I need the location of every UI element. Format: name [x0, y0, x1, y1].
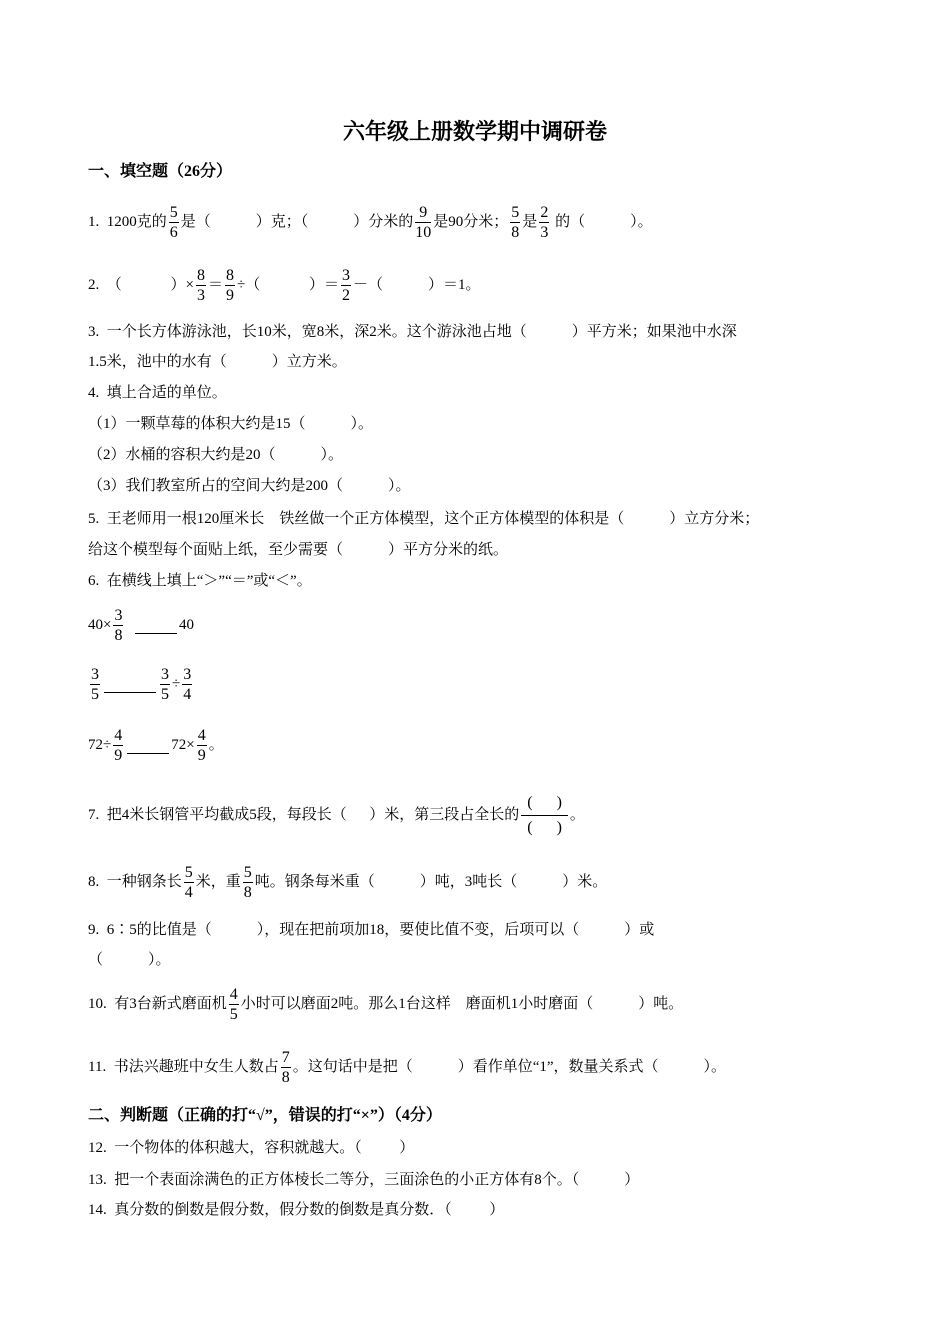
question-line	[88, 443, 343, 467]
question-text: 40	[178, 617, 194, 633]
question-line	[88, 266, 481, 304]
question-text: （1）一颗草莓的体积大约是15（ ）。	[88, 416, 374, 432]
question-text: 是（ ）克；（ ）分米的	[180, 214, 414, 230]
numerator: 3	[161, 665, 169, 683]
question-text: 是	[522, 214, 538, 230]
question-text: （2）水桶的容积大约是20（ ）。	[88, 447, 344, 463]
question-text: 1.5米，池中的水有（ ）立方米。	[88, 354, 347, 370]
fraction	[197, 726, 207, 765]
numerator: 8	[196, 266, 205, 284]
numerator: 5	[169, 203, 178, 221]
denominator: 4	[183, 685, 192, 703]
numerator: 9	[419, 203, 428, 221]
question-line	[88, 793, 585, 836]
question-line	[88, 665, 194, 703]
fraction	[169, 203, 179, 242]
fraction	[281, 1048, 291, 1087]
denominator[interactable]: ( )	[527, 818, 562, 836]
question-text: 40×	[88, 617, 112, 633]
question-text: 米，重	[195, 874, 241, 890]
denominator: 9	[197, 746, 206, 764]
question-text: 10. 有3台新式磨面机	[88, 996, 227, 1012]
question-line	[88, 507, 759, 531]
numerator: 3	[341, 266, 350, 284]
question-text: 。	[569, 807, 585, 823]
numerator: 5	[243, 863, 252, 881]
question-text: ÷	[172, 676, 181, 692]
question-line	[88, 1168, 639, 1192]
denominator: 8	[511, 223, 520, 241]
numerator: 5	[511, 203, 520, 221]
question-line	[88, 863, 608, 901]
denominator: 9	[114, 746, 123, 764]
question-line	[88, 320, 737, 344]
numerator: 3	[114, 606, 123, 624]
fraction	[113, 726, 123, 765]
question-text: （3）我们教室所占的空间大约是200（ ）。	[88, 478, 411, 494]
answer-underline-blank[interactable]	[127, 737, 169, 754]
denominator: 4	[184, 883, 193, 901]
question-text: 。	[208, 737, 224, 753]
question-line	[88, 203, 653, 241]
answer-underline-blank[interactable]	[104, 676, 156, 693]
question-text: 11. 书法兴趣班中女生人数占	[88, 1059, 279, 1075]
question-line	[88, 538, 508, 562]
numerator: 5	[184, 863, 193, 881]
fraction	[539, 203, 549, 242]
fraction	[225, 266, 235, 305]
numerator: 3	[91, 665, 99, 683]
denominator: 8	[243, 883, 252, 901]
denominator: 5	[91, 685, 99, 703]
numerator: 2	[540, 203, 549, 221]
denominator: 9	[225, 286, 234, 304]
question-text: 的（ ）。	[551, 214, 653, 230]
question-text: 小时可以磨面2吨。那么1台这样 磨面机1小时磨面（ ）吨。	[240, 996, 684, 1012]
fraction	[160, 665, 170, 704]
question-text: 是90分米；	[433, 214, 509, 230]
numerator: 4	[197, 726, 206, 744]
question-text: 72×	[171, 737, 195, 753]
question-text: 12. 一个物体的体积越大，容积就越大。（ ）	[88, 1140, 415, 1156]
question-line	[88, 1136, 414, 1160]
question-line	[88, 606, 194, 644]
question-line	[88, 569, 312, 593]
numerator: 8	[225, 266, 234, 284]
question-text: 给这个模型每个面贴上纸，至少需要（ ）平方分米的纸。	[88, 542, 509, 558]
numerator: 4	[114, 726, 123, 744]
question-line	[88, 1198, 504, 1222]
fraction	[113, 606, 123, 645]
question-line	[88, 412, 373, 436]
fraction	[341, 266, 351, 305]
question-text: 吨。钢条每米重（ ）吨，3吨长（ ）米。	[254, 874, 608, 890]
question-text: 二、判断题（正确的打“√”，错误的打“×”）（4分）	[88, 1107, 442, 1124]
section-heading	[88, 160, 232, 184]
fraction	[510, 203, 520, 242]
fraction-answer-blank	[521, 791, 568, 840]
fraction	[90, 665, 100, 704]
numerator: 4	[229, 985, 238, 1003]
fraction	[184, 863, 194, 902]
fraction	[182, 665, 192, 704]
question-line	[88, 985, 684, 1023]
question-line	[88, 726, 224, 764]
question-text: 5. 王老师用一根120厘米长 铁丝做一个正方体模型，这个正方体模型的体积是（ ）立方分米；	[88, 511, 760, 527]
numerator[interactable]: ( )	[527, 793, 562, 811]
question-text: 4. 填上合适的单位。	[88, 385, 227, 401]
denominator: 8	[281, 1068, 290, 1086]
denominator: 5	[161, 685, 169, 703]
denominator: 10	[415, 223, 432, 241]
question-text: ＝	[207, 277, 223, 293]
question-text: 2. （ ）×	[88, 277, 194, 293]
denominator: 8	[114, 626, 123, 644]
fraction	[196, 266, 206, 305]
denominator: 6	[169, 223, 178, 241]
fraction	[229, 985, 239, 1024]
section-heading	[88, 1104, 442, 1128]
question-text: －（ ）＝1。	[352, 277, 481, 293]
denominator: 3	[196, 286, 205, 304]
denominator: 3	[540, 223, 549, 241]
question-line	[88, 474, 411, 498]
question-text: 1. 1200克的	[88, 214, 167, 230]
question-text: 72÷	[88, 737, 112, 753]
question-text: ÷（ ）＝	[236, 277, 339, 293]
question-text: 14. 真分数的倒数是假分数，假分数的倒数是真分数．（ ）	[88, 1202, 505, 1218]
fraction	[415, 203, 431, 242]
answer-underline-blank[interactable]	[135, 617, 177, 634]
denominator: 5	[229, 1005, 238, 1023]
question-text	[125, 613, 133, 637]
question-text: 一、填空题（26分）	[88, 163, 233, 180]
question-line	[88, 1048, 727, 1086]
question-line	[88, 350, 347, 374]
page-title: 六年级上册数学期中调研卷	[342, 119, 607, 144]
question-text: 8. 一种钢条长	[88, 874, 182, 890]
fraction	[243, 863, 253, 902]
question-text: 9. 6∶5的比值是（ ），现在把前项加18，要使比值不变，后项可以（ ）或	[88, 922, 655, 938]
question-text: 3. 一个长方体游泳池，长10米，宽8米，深2米。这个游泳池占地（ ）平方米；如果池中水深	[88, 324, 737, 340]
question-text: （ ）。	[88, 952, 171, 968]
question-line	[88, 918, 654, 942]
denominator: 2	[341, 286, 350, 304]
question-text: 7. 把4米长钢管平均截成5段，每段长（ ）米，第三段占全长的	[88, 807, 520, 823]
numerator: 7	[281, 1048, 290, 1066]
numerator: 3	[183, 665, 192, 683]
question-line	[88, 381, 227, 405]
question-line	[88, 948, 171, 972]
question-text: 13. 把一个表面涂满色的正方体棱长二等分，三面涂色的小正方体有8个。（ ）	[88, 1172, 640, 1188]
question-text: 6. 在横线上填上“＞”“＝”或“＜”。	[88, 573, 312, 589]
question-text: 。这句话中是把（ ）看作单位“1”，数量关系式（ ）。	[292, 1059, 727, 1075]
